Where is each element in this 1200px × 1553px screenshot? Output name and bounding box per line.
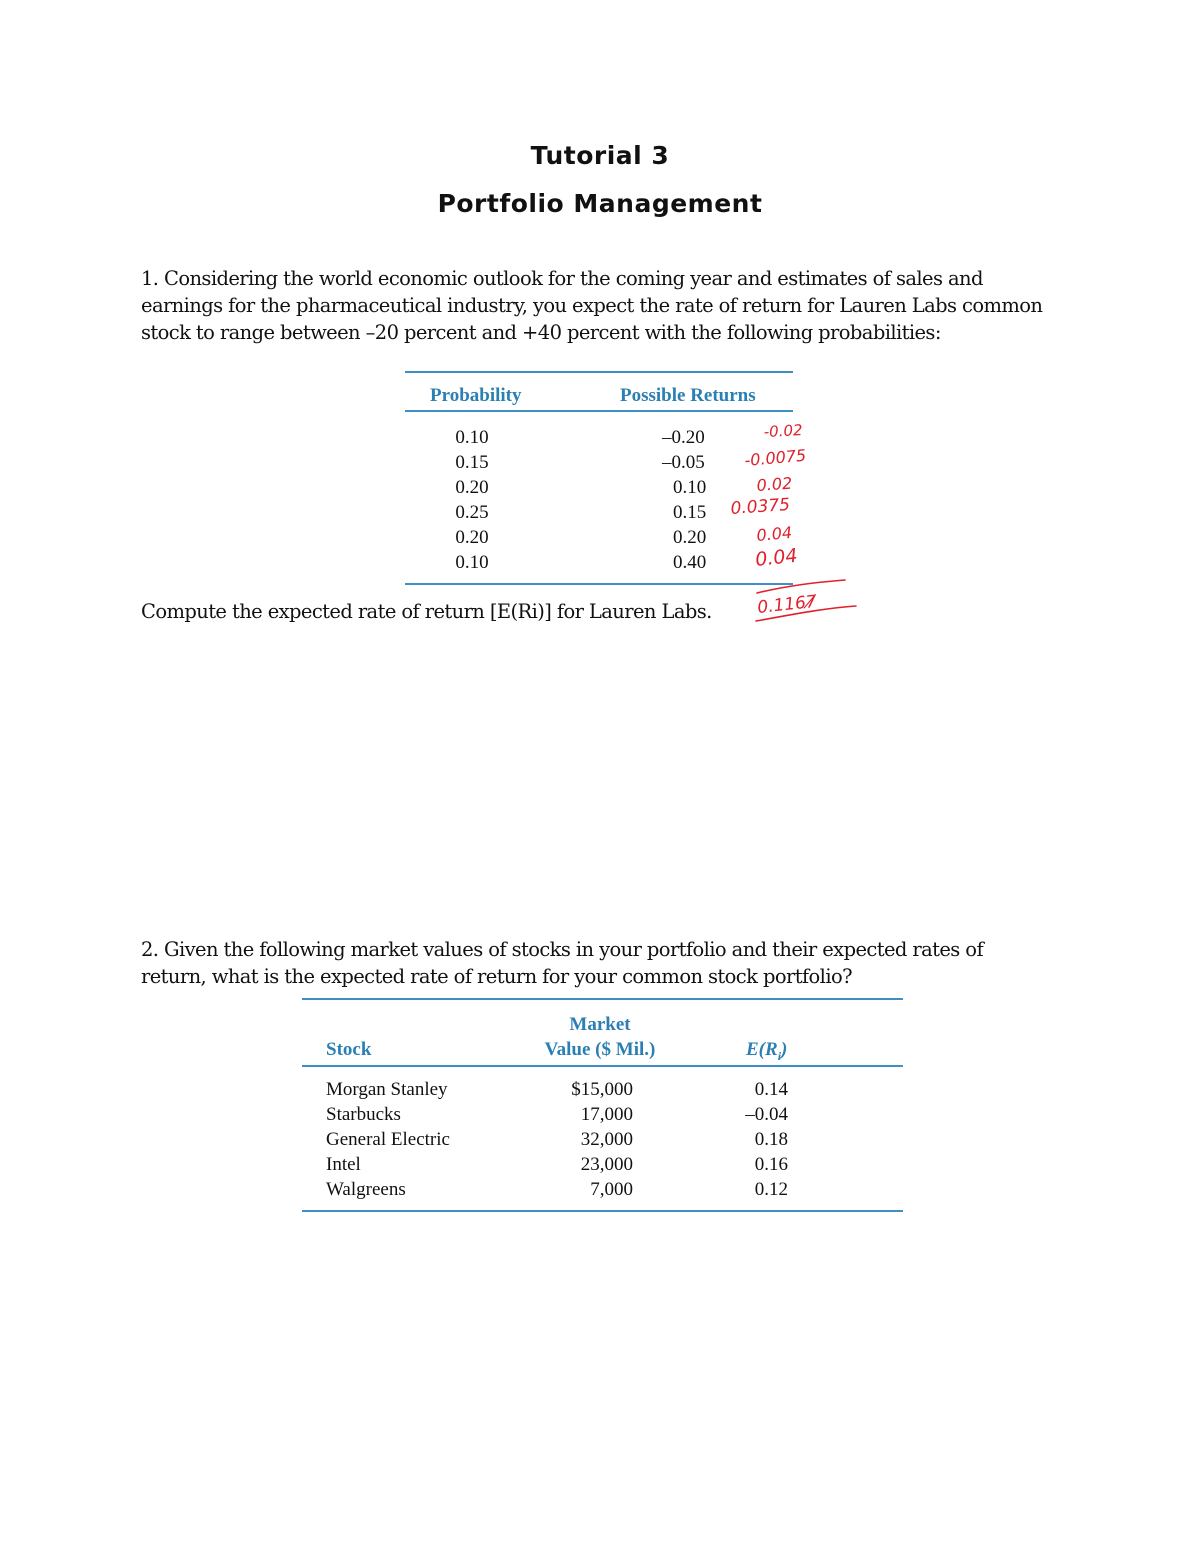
stock-cell: Intel (326, 1154, 361, 1175)
expected-return-cell: 0.16 (754, 1154, 788, 1175)
handwritten-product: 0.02 (755, 473, 793, 495)
market-header-line2: Value ($ Mil.) (544, 1039, 656, 1060)
expected-return-cell: –0.04 (745, 1104, 788, 1125)
stock-cell: Walgreens (326, 1179, 406, 1200)
er-header-subscript: i (777, 1048, 782, 1063)
document-title: Tutorial 3 (530, 141, 670, 170)
handwriting-layer (0, 0, 1200, 700)
probability-cell: 0.15 (455, 452, 489, 473)
return-cell: –0.20 (662, 427, 705, 448)
handwritten-product: -0.02 (763, 420, 803, 441)
question-1-line: 1. Considering the world economic outlook for the coming year and estimates of sales and (141, 267, 983, 290)
table-header-rule (302, 1065, 903, 1067)
probability-cell: 0.10 (455, 552, 489, 573)
probability-cell: 0.20 (455, 477, 489, 498)
handwritten-product: 0.0375 (729, 494, 791, 519)
probability-header: Probability (430, 385, 522, 406)
question-1-line: stock to range between –20 percent and +40 percent with the following probabilities: (141, 321, 941, 344)
return-cell: –0.05 (662, 452, 705, 473)
table-top-rule (302, 998, 903, 1000)
market-value-cell: $15,000 (571, 1079, 633, 1100)
market-header-line1: Market (569, 1014, 631, 1035)
question-2-line: return, what is the expected rate of return for your common stock portfolio? (141, 965, 852, 988)
expected-return-cell: 0.18 (754, 1129, 788, 1150)
probability-cell: 0.25 (455, 502, 489, 523)
return-cell: 0.10 (673, 477, 707, 498)
market-value-cell: 23,000 (580, 1154, 633, 1175)
handwritten-product: 0.04 (754, 544, 799, 571)
question-2-line: 2. Given the following market values of stocks in your portfolio and their expected rates of (141, 938, 984, 961)
handwritten-total: 0.1167̸ (756, 591, 818, 618)
expected-return-cell: 0.12 (754, 1179, 788, 1200)
probability-cell: 0.10 (455, 427, 489, 448)
return-cell: 0.40 (673, 552, 707, 573)
probability-cell: 0.20 (455, 527, 489, 548)
return-cell: 0.20 (673, 527, 707, 548)
stock-header: Stock (326, 1039, 372, 1060)
table-bottom-rule (302, 1210, 903, 1212)
expected-return-column (720, 1077, 788, 1202)
er-header-close: ) (781, 1039, 788, 1060)
return-cell: 0.15 (673, 502, 707, 523)
market-value-cell: 32,000 (580, 1129, 633, 1150)
market-value-cell: 7,000 (590, 1179, 633, 1200)
expected-return-header (746, 1039, 787, 1064)
possible-returns-header: Possible Returns (620, 385, 756, 406)
stock-cell: Starbucks (326, 1104, 401, 1125)
er-header-text: E(R (746, 1039, 778, 1060)
handwritten-underline-top (757, 580, 845, 593)
question-2-text (141, 936, 1101, 990)
handwritten-product: -0.0075 (743, 445, 807, 470)
stock-column (326, 1077, 450, 1202)
market-value-column (533, 1077, 633, 1202)
expected-return-cell: 0.14 (754, 1079, 788, 1100)
stock-cell: General Electric (326, 1129, 450, 1150)
prompt-text: Compute the expected rate of return [E(Ri)] for Lauren Labs. (141, 600, 712, 623)
stock-cell: Morgan Stanley (326, 1079, 448, 1100)
document-subtitle: Portfolio Management (437, 189, 763, 218)
handwritten-product: 0.04 (755, 522, 793, 545)
question-1-line: earnings for the pharmaceutical industry, you expect the rate of return for Lauren Labs common (141, 294, 1043, 317)
market-value-cell: 17,000 (580, 1104, 633, 1125)
